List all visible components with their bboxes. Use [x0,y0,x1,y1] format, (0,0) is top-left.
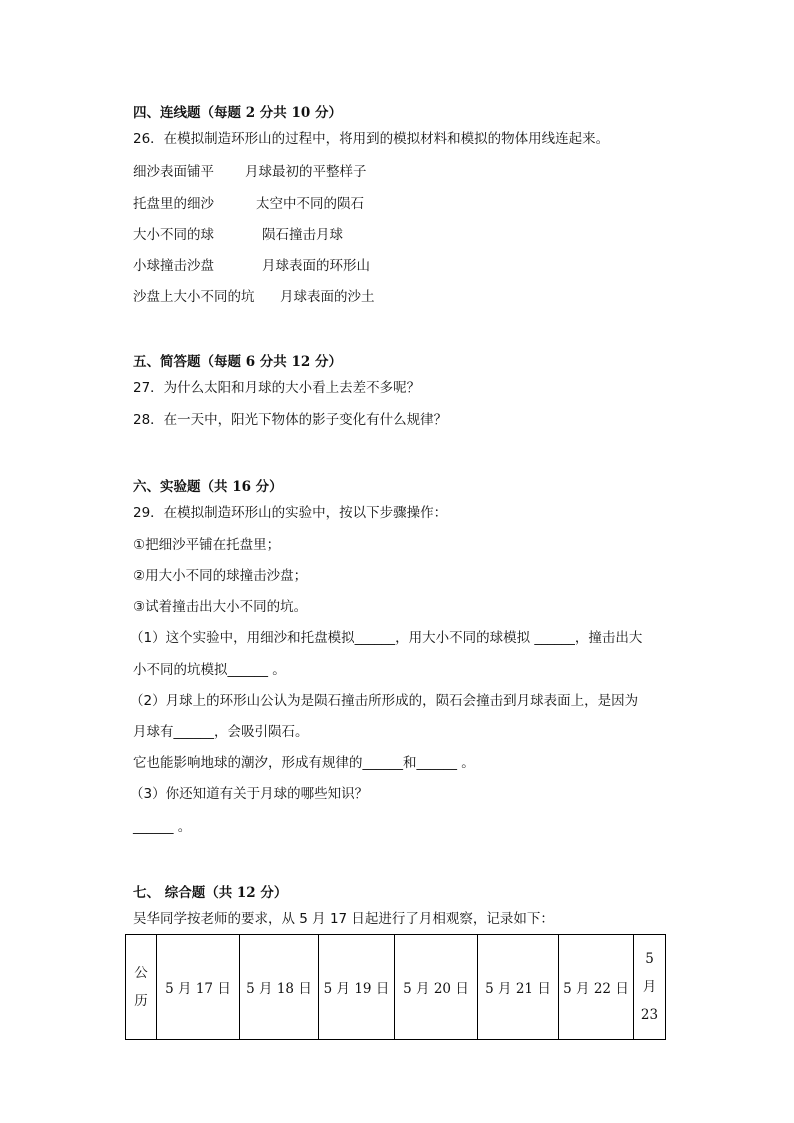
date-cell: 5 月 19 日 [319,935,395,1040]
date-cell: 5 月 18 日 [240,935,319,1040]
part-2-line-a: （2）月球上的环形山公认为是陨石撞击所形成的，陨石会撞击到月球表面上，是因为 [130,693,639,709]
step-2: ②用大小不同的球撞击沙盘； [133,568,308,584]
date-cell: 5 月 17 日 [157,935,240,1040]
date-cell: 5 月 20 日 [395,935,478,1040]
part-2-line-c: 它也能影响地球的潮汐，形成有规律的______和______ 。 [133,755,475,771]
step-1: ①把细沙平铺在托盘里； [133,537,281,553]
part-1-line-b: 小不同的坑模拟______ 。 [133,662,286,678]
part-3-answer-blank: ______ 。 [133,819,192,835]
section6-heading: 六、实验题（共 16 分） [133,479,283,495]
row-header-cell: 公 历 [126,935,157,1040]
table-row [126,935,666,1040]
date-cell-last: 5 月 23 [634,935,666,1040]
match-left-3: 大小不同的球 [133,227,214,243]
part-3-question: （3）你还知道有关于月球的哪些知识？ [130,786,369,802]
step-3: ③试着撞击出大小不同的坑。 [133,599,308,615]
section7-heading: 七、 综合题（共 12 分） [133,885,288,901]
section4-heading: 四、连线题（每题 2 分共 10 分） [133,105,342,121]
question-27: 27．为什么太阳和月球的大小看上去差不多呢？ [133,380,421,396]
match-left-4: 小球撞击沙盘 [133,258,214,274]
match-right-1: 月球最初的平整样子 [245,164,367,180]
date-cell: 5 月 22 日 [559,935,634,1040]
question-29: 29．在模拟制造环形山的实验中，按以下步骤操作： [133,505,448,521]
table-intro: 吴华同学按老师的要求，从 5 月 17 日起进行了月相观察，记录如下： [133,911,554,927]
moon-observation-table [125,934,666,1040]
match-left-5: 沙盘上大小不同的坑 [133,289,255,305]
question-28: 28．在一天中，阳光下物体的影子变化有什么规律？ [133,412,448,428]
section5-heading: 五、简答题（每题 6 分共 12 分） [133,354,342,370]
match-left-2: 托盘里的细沙 [133,196,214,212]
part-2-line-b: 月球有______，会吸引陨石。 [133,724,309,740]
match-right-5: 月球表面的沙土 [280,289,375,305]
part-1-line-a: （1）这个实验中，用细沙和托盘模拟______，用大小不同的球模拟 ______，撞击出大 [130,630,643,646]
match-left-1: 细沙表面铺平 [133,164,214,180]
match-right-2: 太空中不同的陨石 [256,196,364,212]
question-26: 26．在模拟制造环形山的过程中，将用到的模拟材料和模拟的物体用线连起来。 [133,131,610,147]
match-right-4: 月球表面的环形山 [262,258,370,274]
date-cell: 5 月 21 日 [478,935,559,1040]
match-right-3: 陨石撞击月球 [262,227,343,243]
